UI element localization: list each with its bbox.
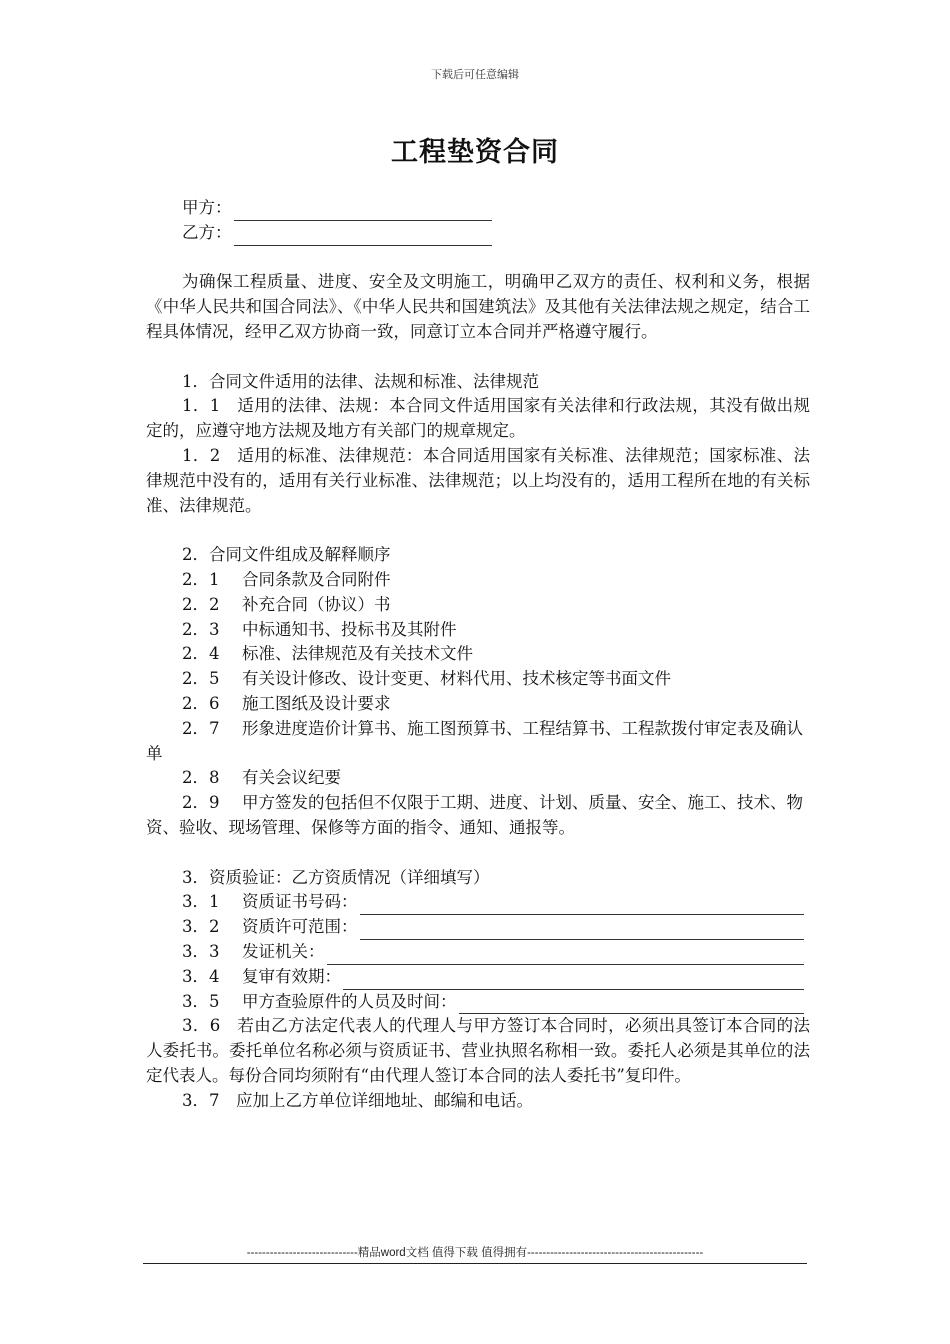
clause-text: 补充合同（协议）书 — [242, 594, 391, 614]
clause-number: 2．4 — [182, 644, 220, 664]
header-note: 下载后可任意编辑 — [431, 68, 519, 81]
clause-number: 2．3 — [182, 619, 220, 639]
clause-2-9 — [146, 791, 810, 841]
clause-3-6: 3．6 若由乙方法定代表人的代理人与甲方签订本合同时，必须出具签订本合同的法人委托书。委托单位名称必须与资质证书、营业执照名称相一致。委托人必须是其单位的法定代表人。每份合同均须附有“由代理人签订本合同的法人委托书”复印件。 — [146, 1016, 810, 1085]
clause-number: 2．2 — [182, 594, 220, 614]
clause-number: 3．4 — [182, 966, 220, 986]
clause-number: 2．8 — [182, 768, 220, 788]
clause-2-5 — [146, 667, 810, 692]
clause-text: 有关设计修改、设计变更、材料代用、技术核定等书面文件 — [242, 669, 671, 689]
clause-text: 有关会议纪要 — [242, 768, 341, 788]
party-a-row — [146, 196, 810, 221]
clause-number: 3．5 — [182, 991, 220, 1011]
clause-2-6 — [146, 692, 810, 717]
field-3-4 — [146, 965, 810, 990]
field-label: 资质许可范围： — [242, 917, 358, 937]
clause-number: 2．1 — [182, 569, 220, 589]
party-b-blank — [234, 225, 492, 246]
clause-2-2 — [146, 593, 810, 618]
field-label: 资质证书号码： — [242, 892, 358, 912]
clause-text: 标准、法律规范及有关技术文件 — [242, 644, 473, 664]
section-1-heading: 1．合同文件适用的法律、法规和标准、法律规范 — [182, 371, 539, 391]
clause-2-3 — [146, 618, 810, 643]
clause-number: 2．9 — [182, 793, 220, 813]
footer-divider — [143, 1263, 807, 1264]
clause-number: 2．6 — [182, 693, 220, 713]
party-b-row — [146, 221, 810, 246]
field-3-2 — [146, 915, 810, 940]
section-2-heading: 2．合同文件组成及解释顺序 — [182, 545, 391, 565]
clause-number: 3．1 — [182, 892, 220, 912]
footer-note: -----------------------------精品word文档 值得下载 值得拥有---------------------------------------------- — [246, 1247, 704, 1259]
intro-paragraph: 为确保工程质量、进度、安全及文明施工，明确甲乙双方的责任、权利和义务，根据《中华人民共和国合同法》、《中华人民共和国建筑法》及其他有关法律法规之规定，结合工程具体情况，经甲乙双方协商一致，同意订立本合同并严格遵守履行。 — [146, 272, 810, 341]
clause-1-1: 1．1 适用的法律、法规：本合同文件适用国家有关法律和行政法规，其没有做出规定的，应遵守地方法规及地方有关部门的规章规定。 — [146, 396, 810, 441]
clause-3-7: 3．7 应加上乙方单位详细地址、邮编和电话。 — [182, 1090, 533, 1110]
field-3-3 — [146, 940, 810, 965]
clause-text: 中标通知书、投标书及其附件 — [242, 619, 457, 639]
field-blank — [327, 944, 805, 965]
party-a-label: 甲方： — [182, 198, 232, 217]
field-blank — [343, 969, 804, 990]
clause-number: 3．2 — [182, 917, 220, 937]
contract-body — [146, 196, 810, 1113]
clause-2-7 — [146, 717, 810, 767]
clause-2-4 — [146, 642, 810, 667]
field-label: 发证机关： — [242, 941, 325, 961]
field-blank — [360, 919, 805, 940]
party-a-blank — [234, 200, 492, 221]
clause-1-2: 1．2 适用的标准、法律规范：本合同适用国家有关标准、法律规范；国家标准、法律规范中没有的，适用有关行业标准、法律规范；以上均没有的，适用工程所在地的有关标准、法律规范。 — [146, 445, 810, 515]
party-b-label: 乙方： — [182, 222, 232, 242]
clause-number: 3．3 — [182, 941, 220, 961]
field-blank — [360, 894, 805, 915]
clause-text: 形象进度造价计算书、施工图预算书、工程结算书、工程款拨付审定表及确认单 — [146, 718, 803, 763]
clause-text: 合同条款及合同附件 — [242, 569, 391, 589]
document-title: 工程垫资合同 — [391, 137, 559, 168]
clause-number: 2．5 — [182, 669, 220, 689]
clause-text: 施工图纸及设计要求 — [242, 693, 391, 713]
clause-number: 2．7 — [182, 718, 220, 738]
field-label: 甲方查验原件的人员及时间： — [242, 991, 457, 1011]
clause-2-1 — [146, 568, 810, 593]
clause-2-8 — [146, 766, 810, 791]
section-3-heading: 3．资质验证：乙方资质情况（详细填写） — [182, 867, 490, 887]
field-3-5 — [146, 990, 810, 1015]
clause-text: 甲方签发的包括但不仅限于工期、进度、计划、质量、安全、施工、技术、物资、验收、现场管理、保修等方面的指令、通知、通报等。 — [146, 793, 803, 837]
field-3-1 — [146, 890, 810, 915]
field-blank — [459, 993, 805, 1014]
field-label: 复审有效期： — [242, 966, 341, 986]
